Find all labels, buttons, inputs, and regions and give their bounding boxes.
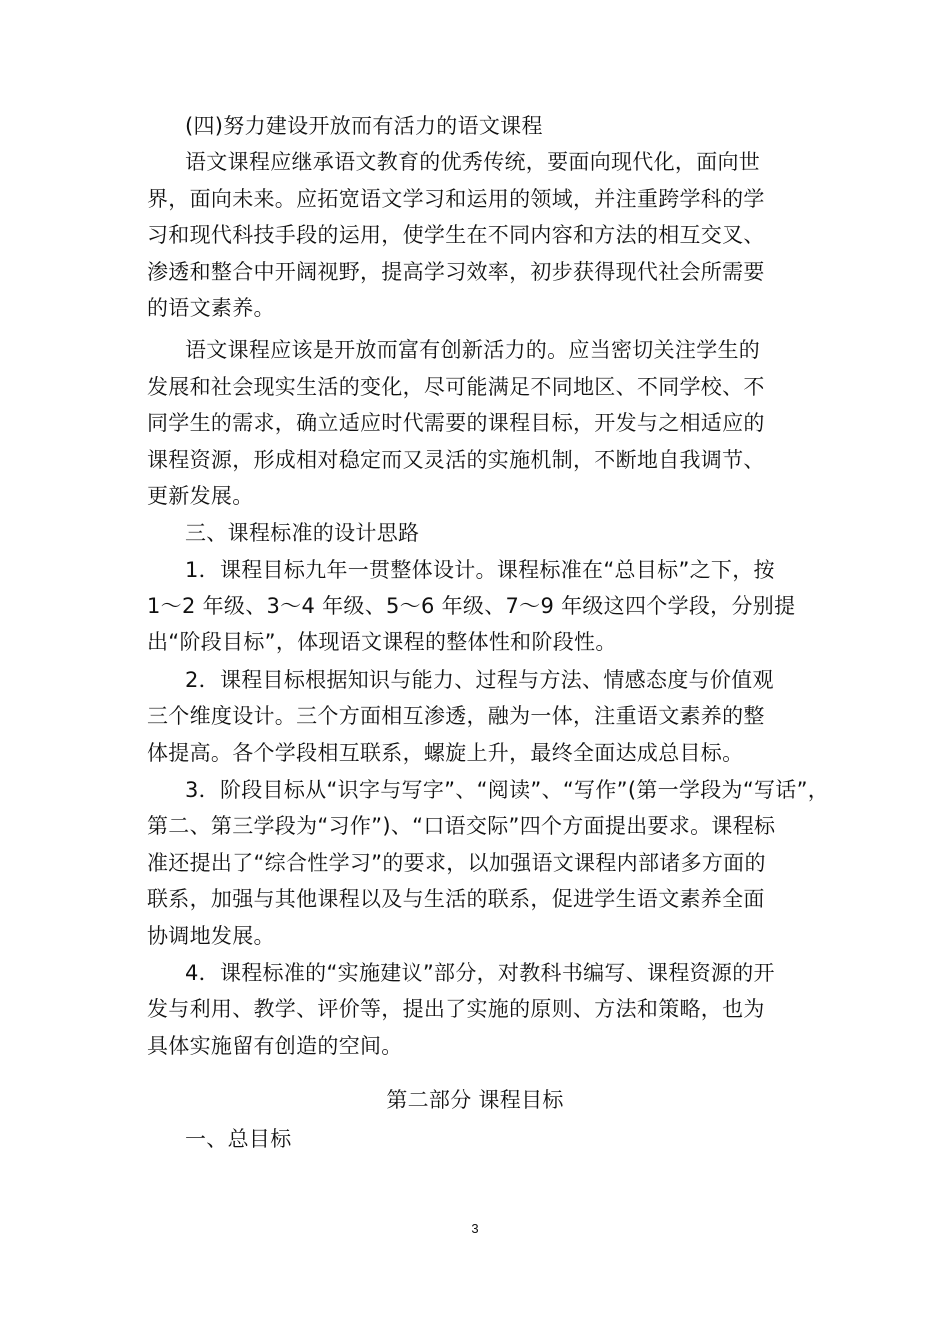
paragraph-line: 4．课程标准的“实施建议”部分，对教科书编写、课程资源的开 (185, 960, 775, 985)
paragraph-line: 更新发展。 (147, 483, 254, 508)
paragraph-line: 准还提出了“综合性学习”的要求，以加强语文课程内部诸多方面的 (147, 850, 766, 875)
paragraph-line: 体提高。各个学段相互联系，螺旋上升，最终全面达成总目标。 (147, 740, 744, 765)
paragraph-line: 具体实施留有创造的空间。 (147, 1033, 403, 1058)
paragraph-line: 联系，加强与其他课程以及与生活的联系，促进学生语文素养全面 (147, 887, 765, 912)
paragraph-line: 3．阶段目标从“识字与写字”、“阅读”、“写作”(第一学段为“写话”， (185, 778, 830, 803)
paragraph-line: 语文课程应继承语文教育的优秀传统，要面向现代化，面向世 (185, 150, 761, 175)
paragraph-line: 界，面向未来。应拓宽语文学习和运用的领域，并注重跨学科的学 (147, 186, 765, 211)
list-item-3 (147, 772, 830, 954)
paragraph-line: 三个维度设计。三个方面相互渗透，融为一体，注重语文素养的整 (147, 704, 765, 729)
list-item-1 (147, 552, 807, 661)
paragraph-line: 1～2 年级、3～4 年级、5～6 年级、7～9 年级这四个学段，分别提 (147, 594, 796, 619)
body-text (147, 108, 830, 1064)
paragraph-1 (147, 144, 807, 326)
paragraph-line: 2．课程目标根据知识与能力、过程与方法、情感态度与价值观 (185, 667, 774, 692)
paragraph-line: 发与利用、教学、评价等，提出了实施的原则、方法和策略，也为 (147, 997, 765, 1022)
paragraph-2 (147, 332, 807, 514)
paragraph-line: 协调地发展。 (147, 923, 275, 948)
list-item-2 (147, 662, 807, 771)
section-heading-4: (四)努力建设开放而有活力的语文课程 (185, 114, 543, 138)
paragraph-line: 发展和社会现实生活的变化，尽可能满足不同地区、不同学校、不 (147, 374, 765, 399)
paragraph-line: 习和现代科技手段的运用，使学生在不同内容和方法的相互交叉、 (147, 223, 765, 248)
list-item-4 (147, 955, 807, 1064)
section-heading-3: 三、课程标准的设计思路 (185, 521, 420, 546)
paragraph-line: 第二、第三学段为“习作”)、“口语交际”四个方面提出要求。课程标 (147, 814, 776, 839)
page-number: 3 (471, 1221, 479, 1236)
paragraph-line: 语文课程应该是开放而富有创新活力的。应当密切关注学生的 (185, 338, 761, 363)
section-heading-1: 一、总目标 (185, 1127, 292, 1151)
paragraph-line: 同学生的需求，确立适应时代需要的课程目标，开发与之相适应的 (147, 411, 765, 436)
paragraph-line: 课程资源，形成相对稳定而又灵活的实施机制，不断地自我调节、 (147, 447, 765, 472)
paragraph-line: 1．课程目标九年一贯整体设计。课程标准在“总目标”之下，按 (185, 557, 775, 582)
paragraph-line: 渗透和整合中开阔视野，提高学习效率，初步获得现代社会所需要 (147, 259, 765, 284)
part-title: 第二部分 课程目标 (386, 1088, 564, 1112)
paragraph-line: 出“阶段目标”，体现语文课程的整体性和阶段性。 (147, 630, 617, 655)
paragraph-line: 的语文素养。 (147, 295, 275, 320)
